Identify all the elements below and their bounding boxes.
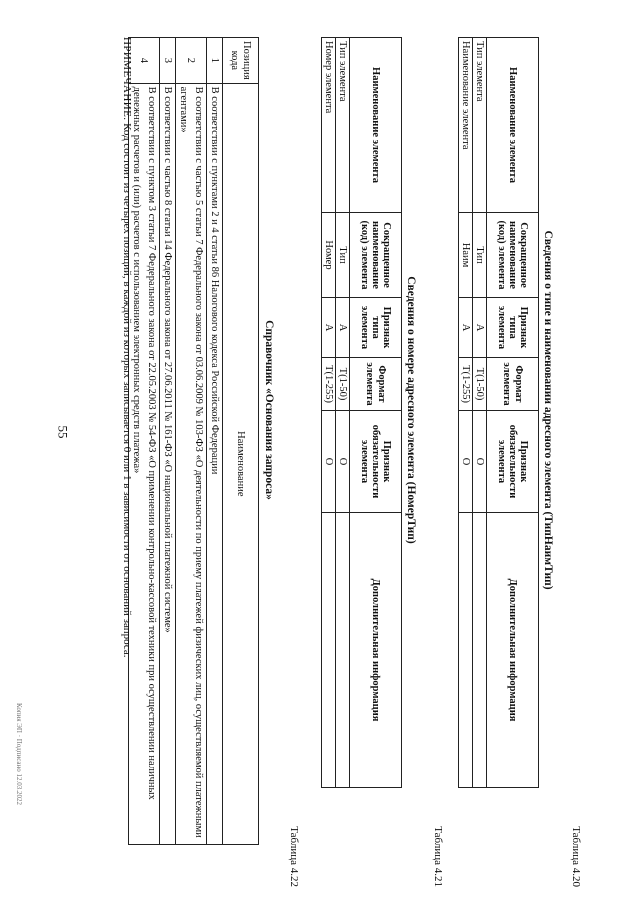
table-row [336,38,350,788]
row-format: Т(1-255) [322,358,336,411]
row-required: О [473,411,487,513]
row-code: Наим [459,213,473,298]
header-name: Наименование [223,83,259,844]
row-required: О [322,411,336,513]
row-required: О [459,411,473,513]
row-code: 2 [176,38,207,84]
table-4-21-title: Сведения о номере адресного элемента (НомерТип) [405,276,417,544]
row-required: О [336,411,350,513]
header-element-format: Формат элемента [487,358,539,411]
row-text: В соответствии с пунктами 2 и 4 статьи 86 Налогового кодекса Российской Федерации [207,83,223,844]
row-info [322,513,336,788]
row-code: Номер [322,213,336,298]
note-label: ПРИМЕЧАНИЕ. [121,37,133,121]
table-4-20-title: Сведения о типе и наименовании адресного элемента (ТипНаимТип) [542,230,554,590]
table-4-20 [458,37,539,788]
row-text: В соответствии с пунктом 3 статьи 7 Федерального закона от 22.05.2003 № 54-ФЗ «О применении контрольно-кассовой техники при осуществлении наличных денежных расчетов и (или) расчетов с использованием электронных средств платежа» [129,83,160,844]
header-short-code: Сокращенное наименование (код) элемента [350,213,402,298]
page-number: 55 [55,425,71,439]
header-additional-info: Дополнительная информация [350,513,402,788]
table-row [176,38,207,845]
row-info [459,513,473,788]
note-text: Код состоит из четырех позиций, в каждой из которых записывается 0 или 1 в зависимости от оснований запроса. [121,123,133,658]
header-additional-info: Дополнительная информация [487,513,539,788]
row-code: Тип [336,213,350,298]
table-4-21-label: Таблица 4.21 [432,826,444,887]
header-element-format: Формат элемента [350,358,402,411]
table-4-22-label: Таблица 4.22 [288,826,300,887]
table-note [121,37,133,857]
table-row [459,38,473,788]
header-element-name: Наименование элемента [350,38,402,213]
row-code: 4 [129,38,160,84]
header-required-flag: Признак обязательности элемента [487,411,539,513]
row-type: А [459,298,473,358]
header-required-flag: Признак обязательности элемента [350,411,402,513]
row-code: 1 [207,38,223,84]
side-stamp-line-2: Копия ЭП · Подписано 12.03.2022 [15,703,23,805]
row-format: Т(1-50) [336,358,350,411]
row-name: Номер элемента [322,38,336,213]
row-name: Тип элемента [336,38,350,213]
header-element-name: Наименование элемента [487,38,539,213]
row-type: А [336,298,350,358]
table-row [160,38,176,845]
row-info [336,513,350,788]
row-format: Т(1-50) [473,358,487,411]
table-4-22 [128,37,259,845]
table-row [129,38,160,845]
header-element-type: Признак типа элемента [487,298,539,358]
row-name: Наименование элемента [459,38,473,213]
table-row [207,38,223,845]
row-type: А [322,298,336,358]
header-short-code: Сокращенное наименование (код) элемента [487,213,539,298]
row-text: В соответствии с частью 8 статьи 14 Федерального закона от 27.06.2011 № 161-ФЗ «О национальной платежной системе» [160,83,176,844]
row-format: Т(1-255) [459,358,473,411]
table-row [322,38,336,788]
header-code-position: Позиция кода [223,38,259,84]
row-name: Тип элемента [473,38,487,213]
table-row [473,38,487,788]
row-type: А [473,298,487,358]
table-4-22-title: Справочник «Основания запроса» [263,320,275,500]
table-4-20-label: Таблица 4.20 [570,826,582,887]
row-text: В соответствии с частью 5 статьи 7 Федерального закона от 03.06.2009 № 103-ФЗ «О деятельности по приему платежей физических лиц, осуществляемой платежными агентами» [176,83,207,844]
table-4-21 [321,37,402,788]
header-element-type: Признак типа элемента [350,298,402,358]
row-info [473,513,487,788]
row-code: 3 [160,38,176,84]
row-code: Тип [473,213,487,298]
